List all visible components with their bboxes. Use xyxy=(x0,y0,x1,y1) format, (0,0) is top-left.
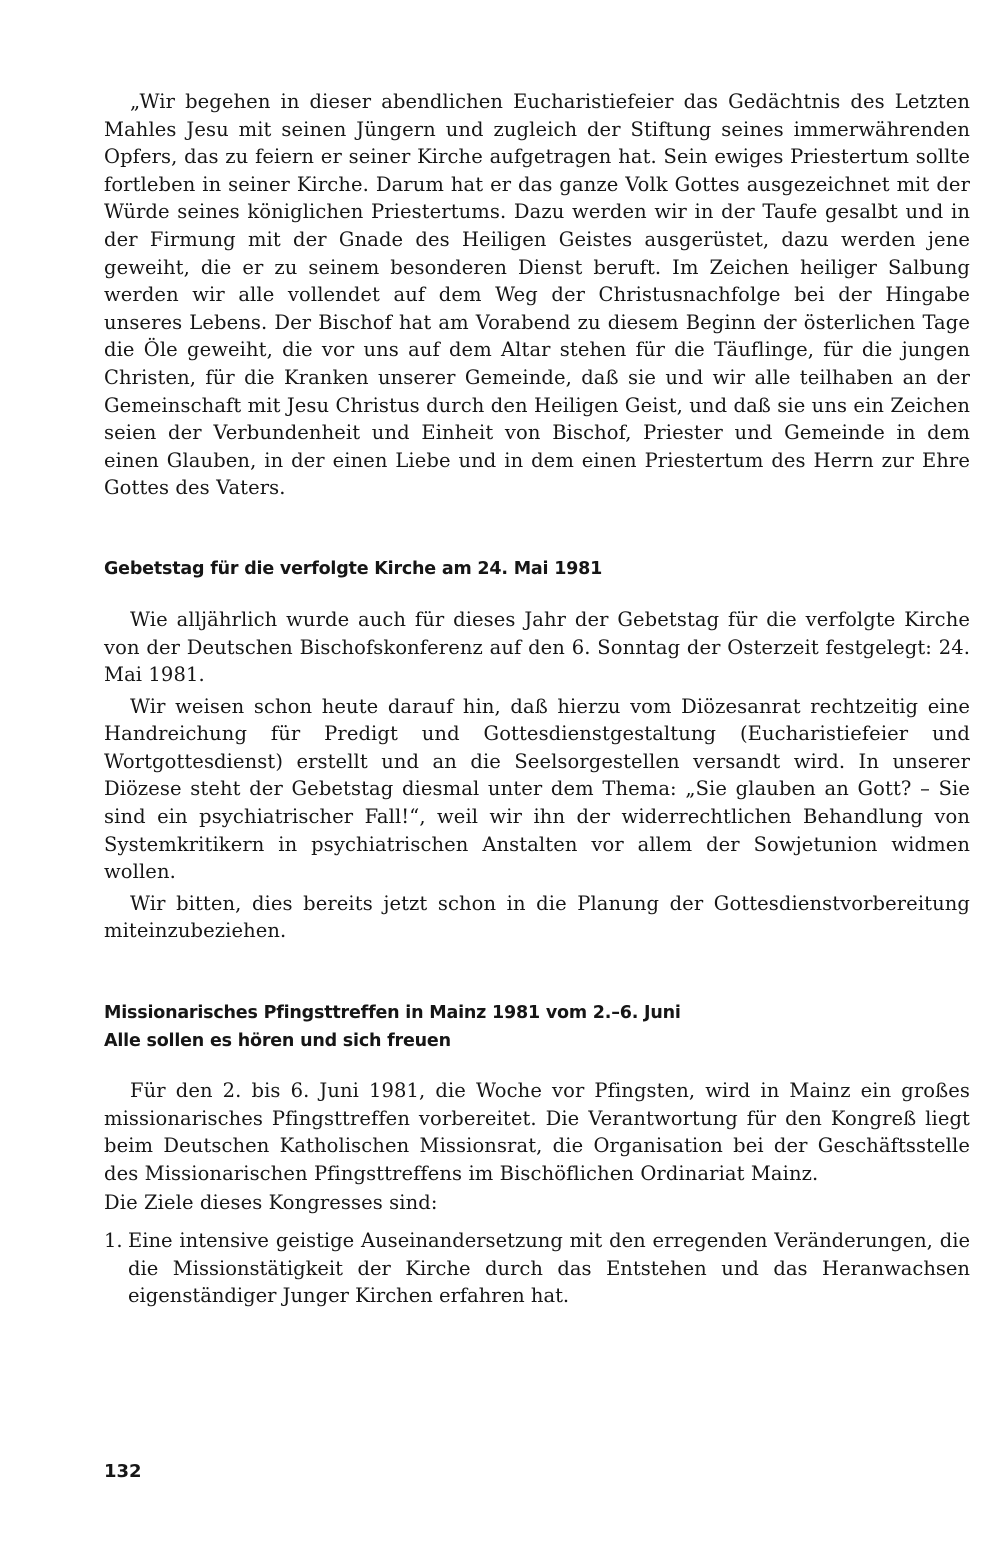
goals-intro: Die Ziele dieses Kongresses sind: xyxy=(104,1191,438,1215)
section-heading-prayer-day: Gebetstag für die verfolgte Kirche am 24. Mai 1981 xyxy=(104,558,603,579)
section-subheading-pentecost-meeting: Alle sollen es hören und sich freuen xyxy=(104,1031,451,1052)
list-item-number: 1. xyxy=(104,1229,123,1252)
goals-list xyxy=(104,1227,970,1310)
list-item xyxy=(104,1227,970,1310)
prayer-day-paragraph-2: Wir weisen schon heute darauf hin, daß hierzu vom Diözesanrat rechtzeitig eine Handreichung für Predigt und Gottesdienstgestaltung (Eucharistiefeier und Wortgottesdienst) erstellt und an die Seelsorgestellen versandt wird. In unserer Diözese steht der Gebetstag diesmal unter dem Thema: „Sie glauben an Gott? – Sie sind ein psychiatrischer Fall!“, weil wir ihn der widerrechtlichen Behandlung von Systemkritikern in psychiatrischen Anstalten vor allem der Sowjetunion widmen wollen. xyxy=(104,694,970,884)
pentecost-paragraph: Für den 2. bis 6. Juni 1981, die Woche vor Pfingsten, wird in Mainz ein großes missionarisches Pfingsttreffen vorbereitet. Die Verantwortung für den Kongreß liegt beim Deutschen Katholischen Missionsrat, die Organisation bei der Geschäftsstelle des Missionarischen Pfingsttreffens im Bischöflichen Ordinariat Mainz. xyxy=(104,1079,970,1185)
quote-paragraph: „Wir begehen in dieser abendlichen Eucharistiefeier das Gedächtnis des Letzten Mahles Jesu mit seinen Jüngern und zugleich der Stiftung seines immerwährenden Opfers, das zu feiern er seiner Kirche aufgetragen hat. Sein ewiges Priestertum sollte fortleben in seiner Kirche. Darum hat er das ganze Volk Gottes ausgezeichnet mit der Würde seines königlichen Priestertums. Dazu werden wir in der Taufe gesalbt und in der Firmung mit der Gnade des Heiligen Geistes ausgerüstet, dazu werden jene geweiht, die er zu seinem besonderen Dienst beruft. Im Zeichen heiliger Salbung werden wir alle vollendet auf dem Weg der Christusnachfolge bei der Hingabe unseres Lebens. Der Bischof hat am Vorabend zu diesem Beginn der österlichen Tage die Öle geweiht, die vor uns auf dem Altar stehen für die Täuflinge, für die jungen Christen, für die Kranken unserer Gemeinde, daß sie und wir alle teilhaben an der Gemeinschaft mit Jesu Christus durch den Heiligen Geist, und daß sie uns ein Zeichen seien der Verbundenheit und Einheit von Bischof, Priester und Gemeinde in dem einen Glauben, in der einen Liebe und in dem einen Priestertum des Herrn zur Ehre Gottes des Vaters. xyxy=(104,90,970,500)
section-heading-pentecost-meeting: Missionarisches Pfingsttreffen in Mainz 1981 vom 2.–6. Juni xyxy=(104,1003,681,1024)
list-item-text: Eine intensive geistige Auseinandersetzung mit den erregenden Veränderungen, die die Missionstätigkeit der Kirche durch das Entstehen und das Heranwachsen eigenständiger Junger Kirchen erfahren hat. xyxy=(128,1229,970,1308)
page-number: 132 xyxy=(104,1461,142,1482)
prayer-day-paragraph-3: Wir bitten, dies bereits jetzt schon in die Planung der Gottesdienstvorbereitung miteinzubeziehen. xyxy=(104,891,970,943)
prayer-day-paragraph-1: Wie alljährlich wurde auch für dieses Jahr der Gebetstag für die verfolgte Kirche von der Deutschen Bischofskonferenz auf den 6. Sonntag der Osterzeit festgelegt: 24. Mai 1981. xyxy=(104,607,970,687)
text-column xyxy=(104,88,970,1310)
